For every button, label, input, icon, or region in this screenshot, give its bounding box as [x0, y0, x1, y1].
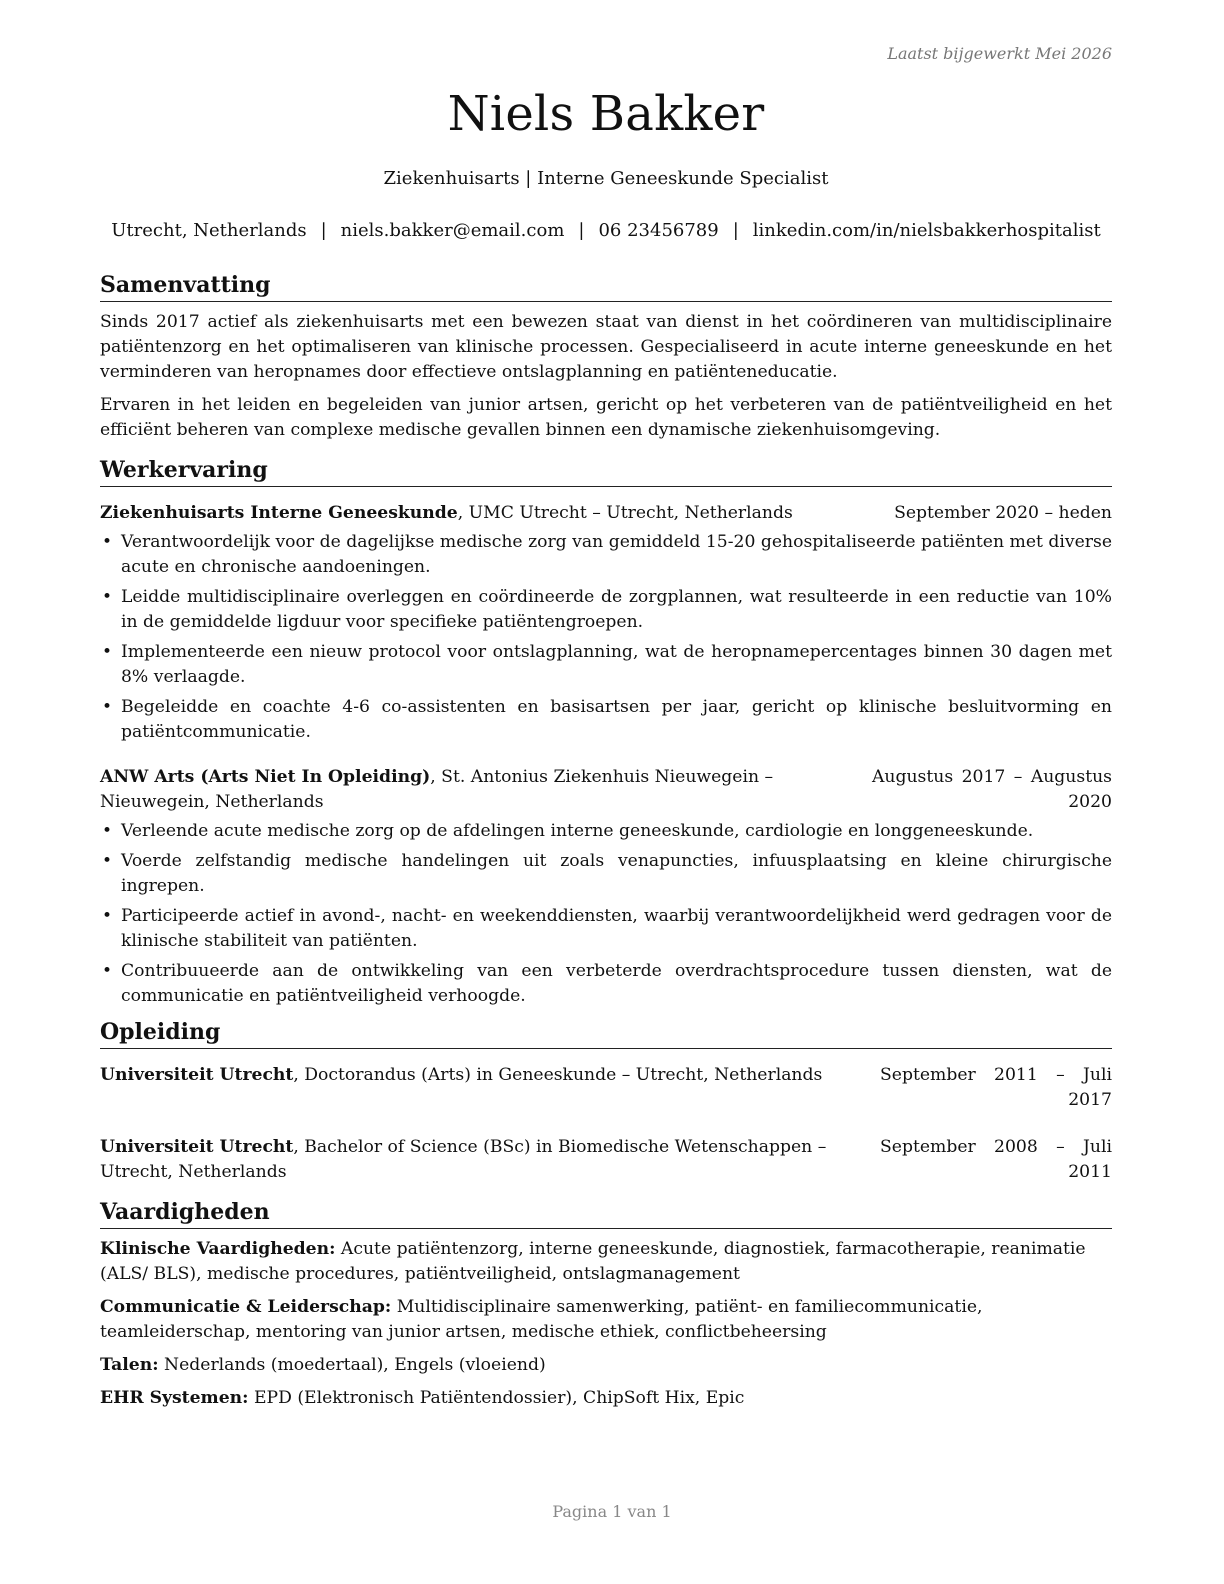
bullet-icon: •	[102, 532, 113, 552]
bullet-icon: •	[102, 821, 113, 841]
candidate-name: Niels Bakker	[447, 86, 765, 142]
skill-value: Multidisciplinaire samenwerking, patiënt- en familiecommunicatie, teamleiderschap, mentoring van junior artsen, medische ethiek, conflictbeheersing	[100, 1297, 983, 1342]
education-item	[100, 1063, 1112, 1113]
skill-label: Klinische Vaardigheden:	[100, 1239, 336, 1259]
separator: |	[732, 220, 739, 241]
section-title-experience: Werkervaring	[100, 455, 1112, 487]
job-subtitle: Ziekenhuisarts | Interne Geneeskunde Specialist	[383, 168, 829, 189]
school-name: Universiteit Utrecht	[100, 1137, 294, 1157]
list-item: • Begeleidde en coachte 4-6 co-assistenten en basisartsen per jaar, gericht op klinische besluitvorming en patiëntcommunicatie.	[102, 697, 1112, 742]
degree-detail: , Bachelor of Science (BSc) in Biomedische Wetenschappen – Utrecht, Netherlands	[100, 1137, 827, 1182]
skill-line	[100, 1353, 1112, 1378]
contact-line	[100, 220, 1112, 241]
skill-line	[100, 1386, 1112, 1411]
skill-value: Nederlands (moedertaal), Engels (vloeiend)	[158, 1355, 546, 1375]
list-item: • Implementeerde een nieuw protocol voor ontslagplanning, wat de heropnamepercentages binnen 30 dagen met 8% verlaagde.	[102, 642, 1112, 687]
bullet-icon: •	[102, 961, 113, 981]
list-item: • Verleende acute medische zorg op de afdelingen interne geneeskunde, cardiologie en longgeneeskunde.	[100, 819, 1112, 844]
education-dates: September 2011 – Juli 2017	[880, 1065, 1112, 1110]
job-header	[100, 501, 1112, 526]
list-item: • Leidde multidisciplinaire overleggen en coördineerde de zorgplannen, wat resulteerde in een reductie van 10% in de gemiddelde ligduur voor specifieke patiëntengroepen.	[102, 587, 1112, 632]
contact-location: Utrecht, Netherlands	[111, 220, 307, 241]
job-title-line	[100, 501, 886, 526]
last-updated: Laatst bijgewerkt Mei 2026	[887, 44, 1112, 63]
section-title-summary: Samenvatting	[100, 270, 1112, 302]
skill-value: Acute patiëntenzorg, interne geneeskunde, diagnostiek, farmacotherapie, reanimatie (ALS/ BLS), medische procedures, patiëntveiligheid, ontslagmanagement	[100, 1239, 1086, 1284]
bullet-icon: •	[102, 851, 113, 871]
degree-detail: , Doctorandus (Arts) in Geneeskunde – Utrecht, Netherlands	[293, 1065, 823, 1085]
skill-label: Communicatie & Leiderschap:	[100, 1297, 392, 1317]
education-title-line	[100, 1063, 880, 1088]
skill-value: EPD (Elektronisch Patiëntendossier), ChipSoft Hix, Epic	[248, 1388, 745, 1408]
list-item: • Contribuueerde aan de ontwikkeling van een verbeterde overdrachtsprocedure tussen diensten, wat de communicatie en patiëntveiligheid verhoogde.	[102, 961, 1112, 1006]
job-dates: Augustus 2017 – Augustus 2020	[872, 767, 1112, 812]
contact-linkedin[interactable]: linkedin.com/in/nielsbakkerhospitalist	[752, 220, 1101, 241]
bullet-icon: •	[102, 697, 113, 717]
page-number: Pagina 1 van 1	[552, 1502, 672, 1521]
resume-content	[100, 270, 1112, 1411]
bullet-icon: •	[102, 642, 113, 662]
list-item: • Voerde zelfstandig medische handelingen uit zoals venapuncties, infuusplaatsing en kleine chirurgische ingrepen.	[102, 851, 1112, 896]
list-item: • Verantwoordelijk voor de dagelijkse medische zorg van gemiddeld 15-20 gehospitaliseerde patiënten met diverse acute en chronische aandoeningen.	[102, 532, 1112, 577]
summary-paragraph: Sinds 2017 actief als ziekenhuisarts met een bewezen staat van dienst in het coördineren van multidisciplinaire patiëntenzorg en het optimaliseren van klinische processen. Gespecialiseerd in acute interne geneeskunde en het verminderen van heropnames door effectieve ontslagplanning en patiënteneducatie.	[100, 312, 1112, 382]
section-title-education: Opleiding	[100, 1017, 1112, 1049]
separator: |	[320, 220, 327, 241]
job-role: ANW Arts (Arts Niet In Opleiding)	[100, 767, 431, 787]
skill-line	[100, 1295, 1112, 1345]
job-header	[100, 765, 1112, 815]
job-dates: September 2020 – heden	[894, 503, 1112, 523]
job-title-line	[100, 765, 872, 815]
separator: |	[578, 220, 585, 241]
job-role: Ziekenhuisarts Interne Geneeskunde	[100, 503, 458, 523]
education-title-line	[100, 1135, 880, 1185]
job-bullets	[100, 530, 1112, 745]
education-item	[100, 1135, 1112, 1185]
bullet-icon: •	[102, 587, 113, 607]
skill-line	[100, 1237, 1112, 1287]
skill-label: EHR Systemen:	[100, 1388, 249, 1408]
bullet-icon: •	[102, 906, 113, 926]
job-place: , UMC Utrecht – Utrecht, Netherlands	[457, 503, 793, 523]
job-bullets	[100, 819, 1112, 1009]
job-place: , St. Antonius Ziekenhuis Nieuwegein – Nieuwegein, Netherlands	[100, 767, 774, 812]
section-title-skills: Vaardigheden	[100, 1197, 1112, 1229]
contact-phone[interactable]: 06 23456789	[598, 220, 719, 241]
contact-email[interactable]: niels.bakker@email.com	[340, 220, 565, 241]
list-item: • Participeerde actief in avond-, nacht- en weekenddiensten, waarbij verantwoordelijkheid werd gedragen voor de klinische stabiliteit van patiënten.	[102, 906, 1112, 951]
skill-label: Talen:	[100, 1355, 159, 1375]
summary-paragraph: Ervaren in het leiden en begeleiden van junior artsen, gericht op het verbeteren van de patiëntveiligheid en het efficiënt beheren van complexe medische gevallen binnen een dynamische ziekenhuisomgeving.	[100, 395, 1112, 440]
school-name: Universiteit Utrecht	[100, 1065, 294, 1085]
education-dates: September 2008 – Juli 2011	[880, 1137, 1112, 1182]
